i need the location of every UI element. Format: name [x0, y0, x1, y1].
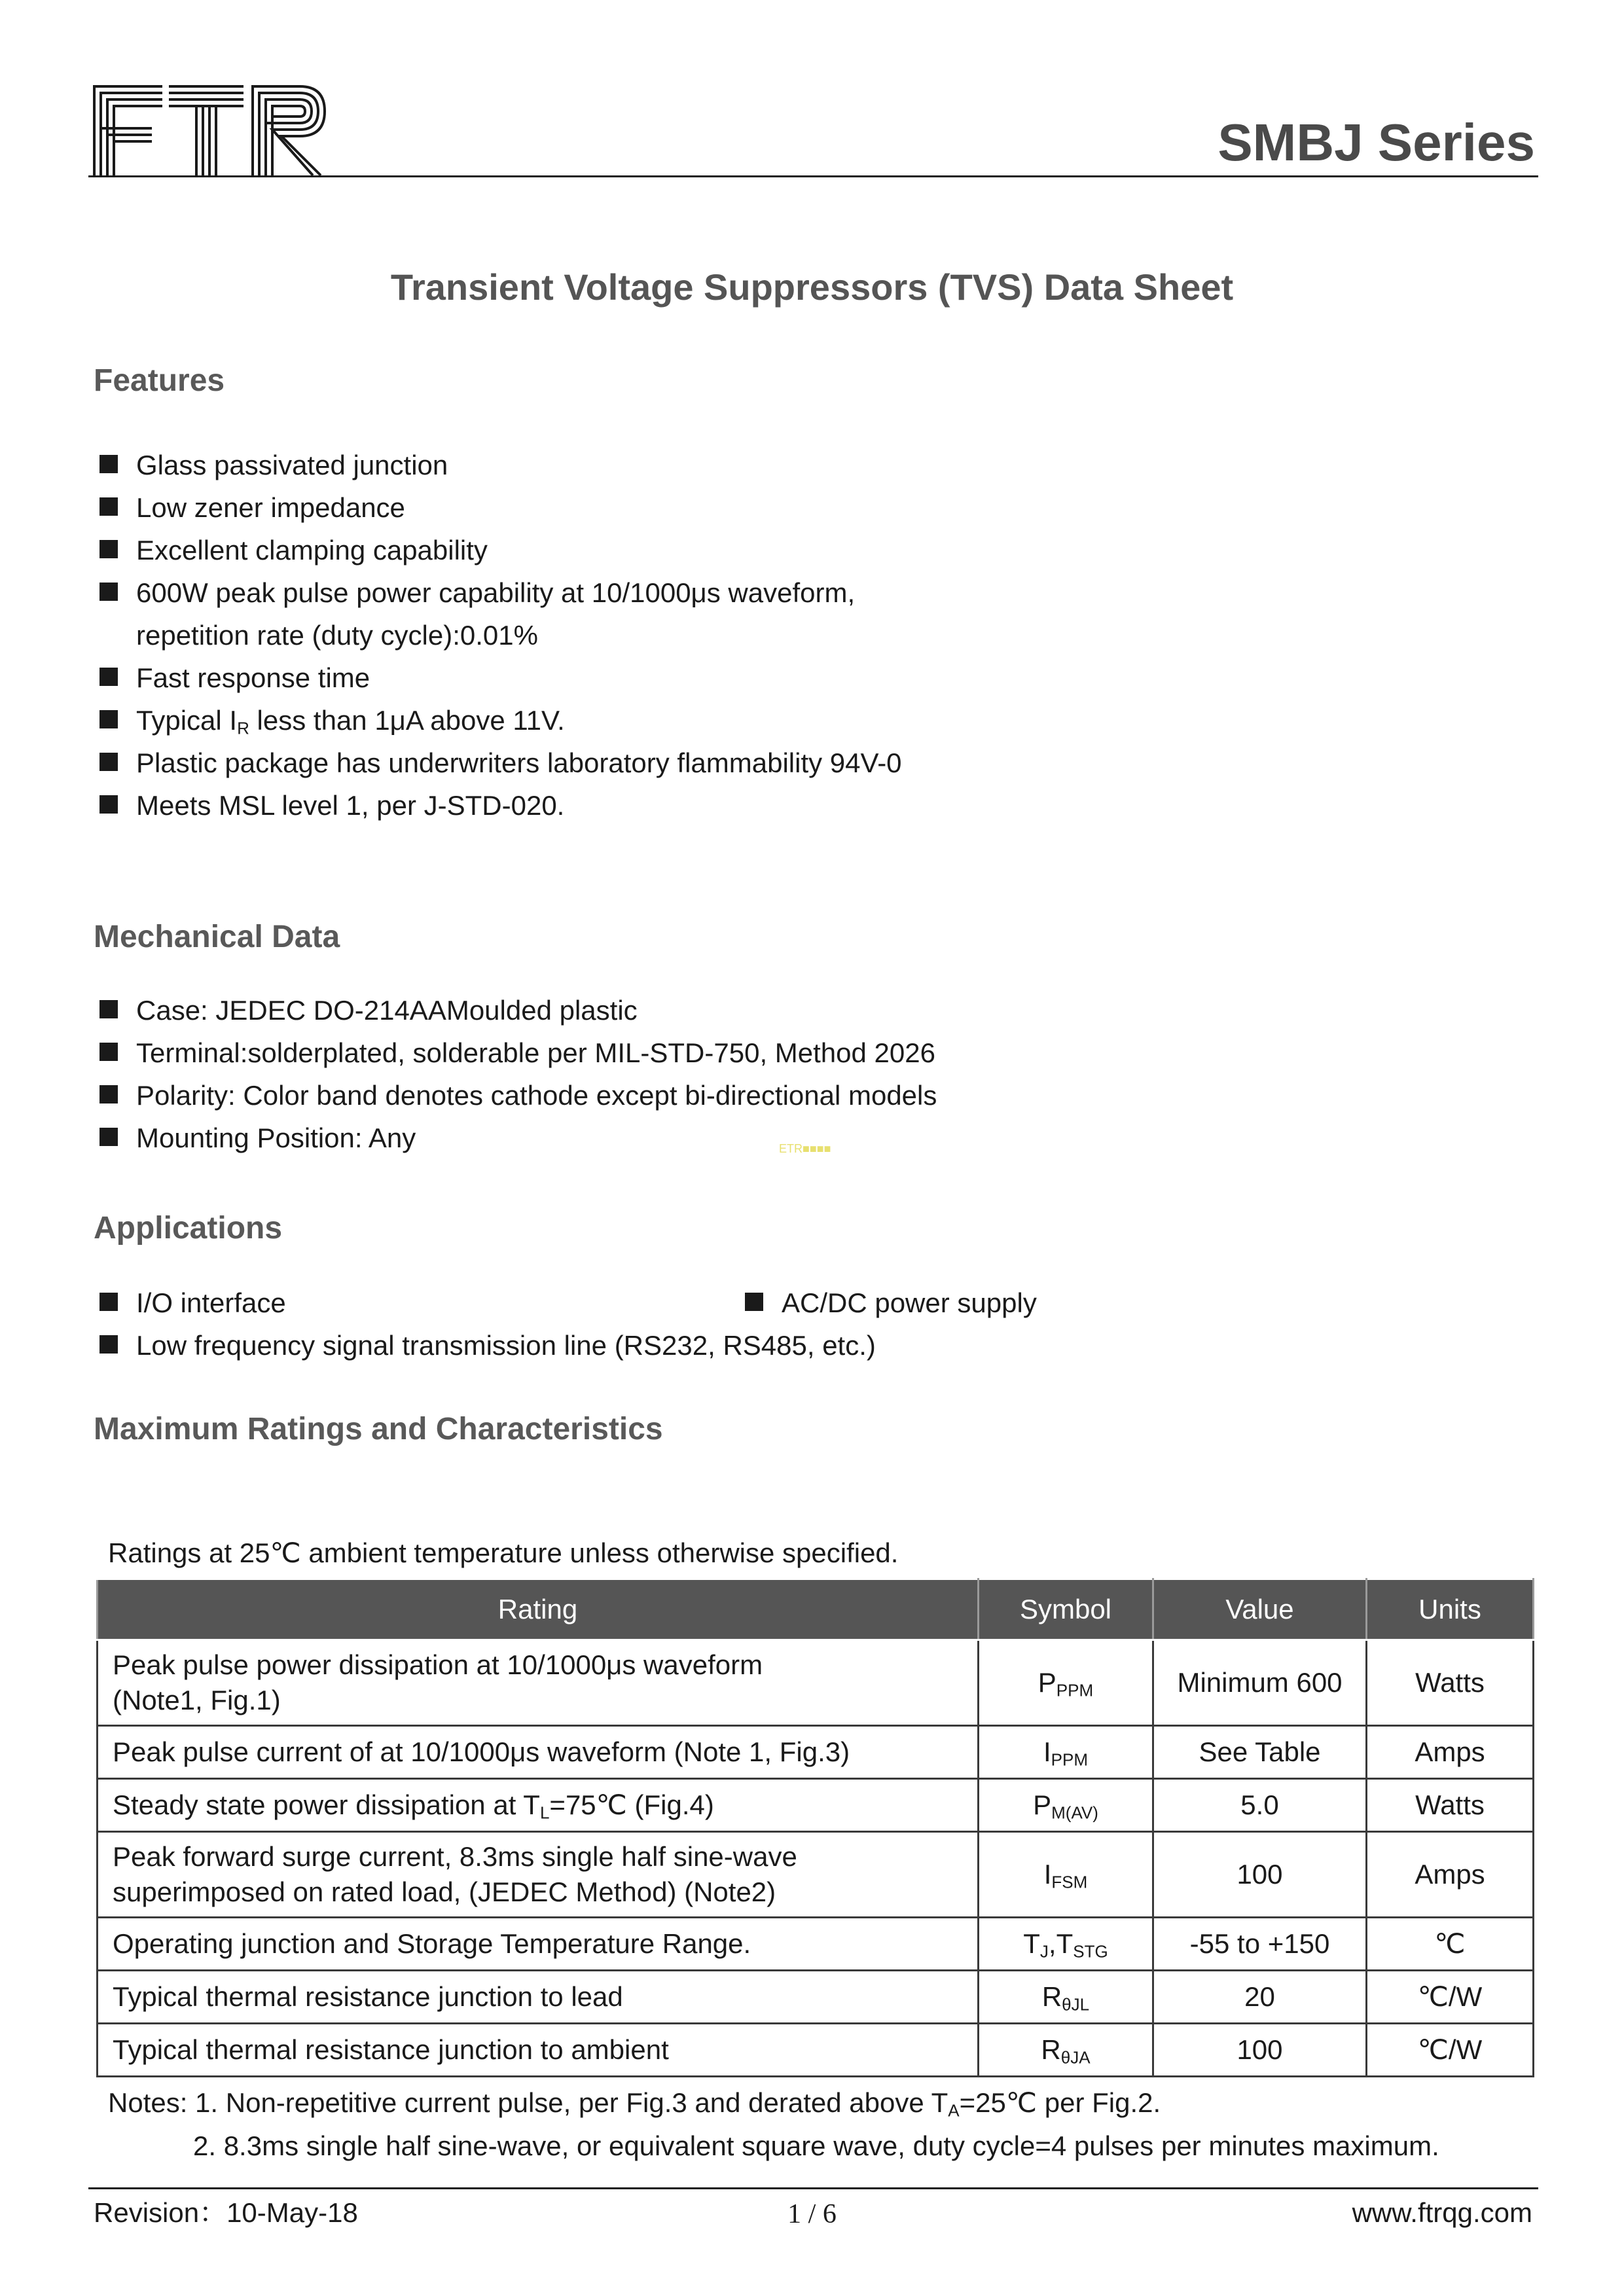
- features-heading: Features: [94, 363, 225, 398]
- rating-cell: Peak forward surge current, 8.3ms single half sine-wave superimposed on rated load, (JEDEC Method) (Note2): [98, 1832, 979, 1918]
- square-bullet-icon: [99, 1128, 118, 1146]
- list-item: 600W peak pulse power capability at 10/1000μs waveform, repetition rate (duty cycle):0.01%: [99, 571, 902, 656]
- square-bullet-icon: [99, 1335, 118, 1354]
- list-item: Fast response time: [99, 656, 902, 699]
- units-cell: Amps: [1367, 1832, 1534, 1918]
- symbol-cell: $P_{M(AV)}$: [979, 1779, 1153, 1832]
- rating-cell: Typical thermal resistance junction to ambient: [98, 2024, 979, 2077]
- header-rule: [88, 175, 1538, 177]
- list-item: Typical $I_R$ less than 1μA above 11V.: [99, 699, 902, 742]
- list-item: Mounting Position: Any: [99, 1117, 937, 1159]
- column-header-rating: Rating: [98, 1579, 979, 1640]
- value-cell: 100: [1153, 1832, 1367, 1918]
- ratings-table: [96, 1578, 1534, 2077]
- list-item: Case: JEDEC DO-214AAMoulded plastic: [99, 989, 937, 1031]
- list-item: Plastic package has underwriters laboratory flammability 94V-0: [99, 742, 902, 784]
- square-bullet-icon: [99, 795, 118, 814]
- value-cell: 100: [1153, 2024, 1367, 2077]
- table-header-row: [98, 1579, 1534, 1640]
- list-item: Meets MSL level 1, per J-STD-020.: [99, 784, 902, 827]
- symbol-cell: $P_{PPM}$: [979, 1640, 1153, 1726]
- units-cell: Watts: [1367, 1779, 1534, 1832]
- series-title: SMBJ Series: [1218, 113, 1535, 171]
- square-bullet-icon: [99, 1293, 118, 1311]
- list-item: AC/DC power supply: [745, 1282, 1037, 1324]
- list-item: Terminal:solderplated, solderable per MIL-STD-750, Method 2026: [99, 1031, 937, 1074]
- table-row: [98, 1779, 1534, 1832]
- column-header-value: Value: [1153, 1579, 1367, 1640]
- column-header-units: Units: [1367, 1579, 1534, 1640]
- square-bullet-icon: [99, 1085, 118, 1103]
- units-cell: Amps: [1367, 1726, 1534, 1779]
- table-row: [98, 2024, 1534, 2077]
- rating-cell: Peak pulse power dissipation at 10/1000μs waveform (Note1, Fig.1): [98, 1640, 979, 1726]
- table-note-1: Notes: 1. Non-repetitive current pulse, per Fig.3 and derated above $T_A=25℃$ per Fig.2.: [108, 2087, 1161, 2121]
- table-row: [98, 1726, 1534, 1779]
- footer-rule: [88, 2187, 1538, 2189]
- ratings-heading: Maximum Ratings and Characteristics: [94, 1412, 663, 1446]
- symbol-cell: $I_{PPM}$: [979, 1726, 1153, 1779]
- symbol-cell: $R_{\theta JA}$: [979, 2024, 1153, 2077]
- document-title: Transient Voltage Suppressors (TVS) Data Sheet: [390, 266, 1234, 308]
- table-row: [98, 1640, 1534, 1726]
- value-cell: -55 to +150: [1153, 1918, 1367, 1971]
- square-bullet-icon: [99, 753, 118, 771]
- square-bullet-icon: [745, 1293, 763, 1311]
- ftr-logo-graphic: [92, 82, 327, 178]
- square-bullet-icon: [99, 497, 118, 516]
- value-cell: Minimum 600: [1153, 1640, 1367, 1726]
- table-row: [98, 1971, 1534, 2024]
- square-bullet-icon: [99, 1043, 118, 1061]
- mechanical-heading: Mechanical Data: [94, 920, 340, 954]
- square-bullet-icon: [99, 668, 118, 686]
- revision-date: Revision：10-May-18: [94, 2197, 358, 2228]
- faint-watermark: ETR■■■■: [779, 1142, 831, 1155]
- page-number: 1 / 6: [787, 2199, 837, 2229]
- square-bullet-icon: [99, 455, 118, 473]
- applications-heading: Applications: [94, 1211, 283, 1246]
- list-item: I/O interface: [99, 1282, 876, 1324]
- value-cell: See Table: [1153, 1726, 1367, 1779]
- square-bullet-icon: [99, 540, 118, 558]
- square-bullet-icon: [99, 1000, 118, 1018]
- column-header-symbol: Symbol: [979, 1579, 1153, 1640]
- square-bullet-icon: [99, 710, 118, 728]
- units-cell: ℃/W: [1367, 1971, 1534, 2024]
- rating-cell: Operating junction and Storage Temperature Range.: [98, 1918, 979, 1971]
- symbol-cell: $R_{\theta JL}$: [979, 1971, 1153, 2024]
- table-row: [98, 1918, 1534, 1971]
- features-list: [99, 444, 902, 827]
- symbol-cell: $T_J,T_{STG}$: [979, 1918, 1153, 1971]
- symbol-cell: $I_{FSM}$: [979, 1832, 1153, 1918]
- company-logo: [92, 82, 327, 178]
- value-cell: 5.0: [1153, 1779, 1367, 1832]
- rating-cell: Steady state power dissipation at $T_L=75℃$ (Fig.4): [98, 1779, 979, 1832]
- units-cell: ℃/W: [1367, 2024, 1534, 2077]
- mechanical-list: [99, 989, 937, 1159]
- units-cell: Watts: [1367, 1640, 1534, 1726]
- table-row: [98, 1832, 1534, 1918]
- list-item: Glass passivated junction: [99, 444, 902, 486]
- units-cell: ℃: [1367, 1918, 1534, 1971]
- table-note-2: 2. 8.3ms single half sine-wave, or equivalent square wave, duty cycle=4 pulses per minutes maximum.: [193, 2130, 1439, 2161]
- website-link[interactable]: www.ftrqg.com: [1352, 2197, 1532, 2228]
- list-item: Low zener impedance: [99, 486, 902, 529]
- list-item-continuation: repetition rate (duty cycle):0.01%: [136, 620, 538, 651]
- rating-cell: Peak pulse current of at 10/1000μs waveform (Note 1, Fig.3): [98, 1726, 979, 1779]
- list-item: Low frequency signal transmission line (RS232, RS485, etc.): [99, 1324, 876, 1367]
- square-bullet-icon: [99, 583, 118, 601]
- value-cell: 20: [1153, 1971, 1367, 2024]
- list-item: Excellent clamping capability: [99, 529, 902, 571]
- rating-cell: Typical thermal resistance junction to lead: [98, 1971, 979, 2024]
- list-item: Polarity: Color band denotes cathode except bi-directional models: [99, 1074, 937, 1117]
- ratings-note: Ratings at 25℃ ambient temperature unless otherwise specified.: [108, 1537, 899, 1568]
